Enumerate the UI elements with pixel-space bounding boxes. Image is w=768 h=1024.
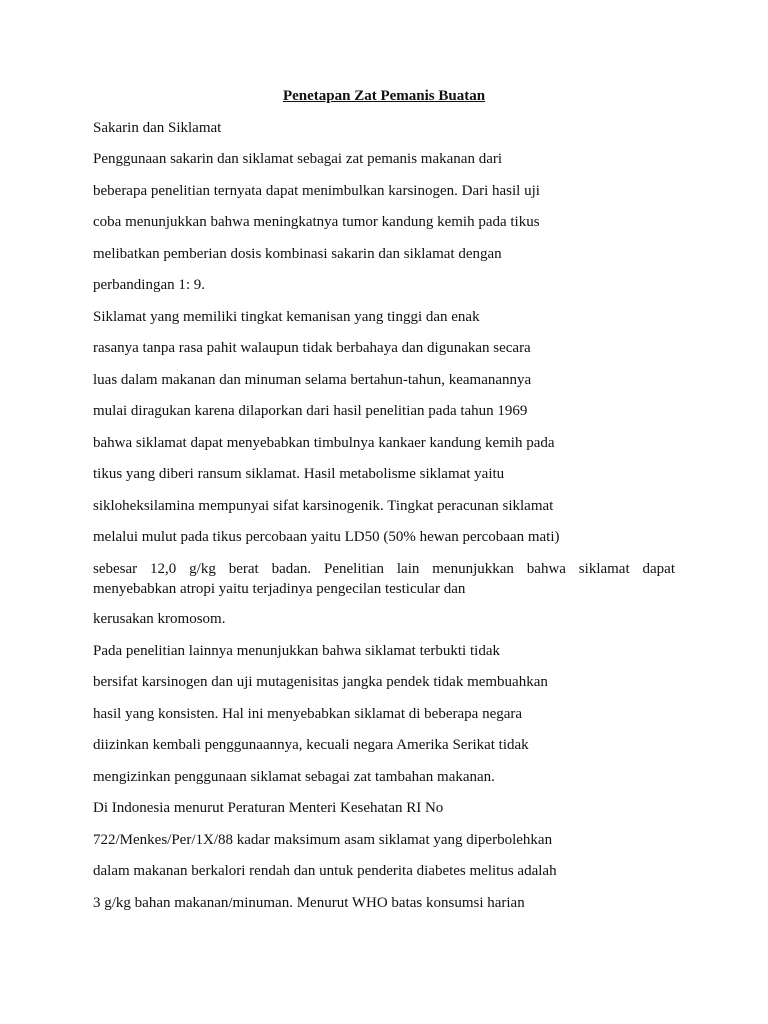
paragraph-line: beberapa penelitian ternyata dapat menimbulkan karsinogen. Dari hasil uji [93, 183, 540, 199]
paragraph-line: coba menunjukkan bahwa meningkatnya tumor kandung kemih pada tikus [93, 214, 540, 230]
paragraph-line: bersifat karsinogen dan uji mutagenisitas jangka pendek tidak membuahkan [93, 674, 548, 690]
paragraph-line: sikloheksilamina mempunyai sifat karsinogenik. Tingkat peracunan siklamat [93, 498, 554, 514]
paragraph-line: luas dalam makanan dan minuman selama bertahun-tahun, keamanannya [93, 372, 532, 388]
document-title: Penetapan Zat Pemanis Buatan [282, 88, 486, 104]
paragraph-line: Penggunaan sakarin dan siklamat sebagai zat pemanis makanan dari [93, 151, 503, 167]
paragraph-line: 3 g/kg bahan makanan/minuman. Menurut WHO batas konsumsi harian [93, 895, 525, 911]
paragraph-line: kerusakan kromosom. [93, 611, 226, 627]
paragraph-line: 722/Menkes/Per/1X/88 kadar maksimum asam siklamat yang diperbolehkan [93, 832, 553, 848]
paragraph-line: bahwa siklamat dapat menyebabkan timbulnya kankaer kandung kemih pada [93, 435, 555, 451]
paragraph-line: melalui mulut pada tikus percobaan yaitu LD50 (50% hewan percobaan mati) [93, 529, 560, 545]
paragraph-line: melibatkan pemberian dosis kombinasi sakarin dan siklamat dengan [93, 246, 502, 262]
paragraph-line: sebesar 12,0 g/kg berat badan. Penelitian lain menunjukkan bahwa siklamat dapat [93, 561, 675, 577]
paragraph-line: Pada penelitian lainnya menunjukkan bahwa siklamat terbukti tidak [93, 643, 500, 659]
paragraph-line: Siklamat yang memiliki tingkat kemanisan yang tinggi dan enak [93, 309, 480, 325]
paragraph-line: diizinkan kembali penggunaannya, kecuali negara Amerika Serikat tidak [93, 737, 529, 753]
paragraph-line: Di Indonesia menurut Peraturan Menteri Kesehatan RI No [93, 800, 444, 816]
section-heading: Sakarin dan Siklamat [93, 120, 222, 136]
paragraph-line: menyebabkan atropi yaitu terjadinya pengecilan testicular dan [93, 581, 466, 597]
paragraph-line: tikus yang diberi ransum siklamat. Hasil metabolisme siklamat yaitu [93, 466, 505, 482]
paragraph-line: mengizinkan penggunaan siklamat sebagai zat tambahan makanan. [93, 769, 495, 785]
paragraph-line: rasanya tanpa rasa pahit walaupun tidak berbahaya dan digunakan secara [93, 340, 531, 356]
paragraph-line: mulai diragukan karena dilaporkan dari hasil penelitian pada tahun 1969 [93, 403, 528, 419]
paragraph-line: dalam makanan berkalori rendah dan untuk penderita diabetes melitus adalah [93, 863, 557, 879]
paragraph-line: hasil yang konsisten. Hal ini menyebabkan siklamat di beberapa negara [93, 706, 523, 722]
paragraph-line: perbandingan 1: 9. [93, 277, 206, 293]
